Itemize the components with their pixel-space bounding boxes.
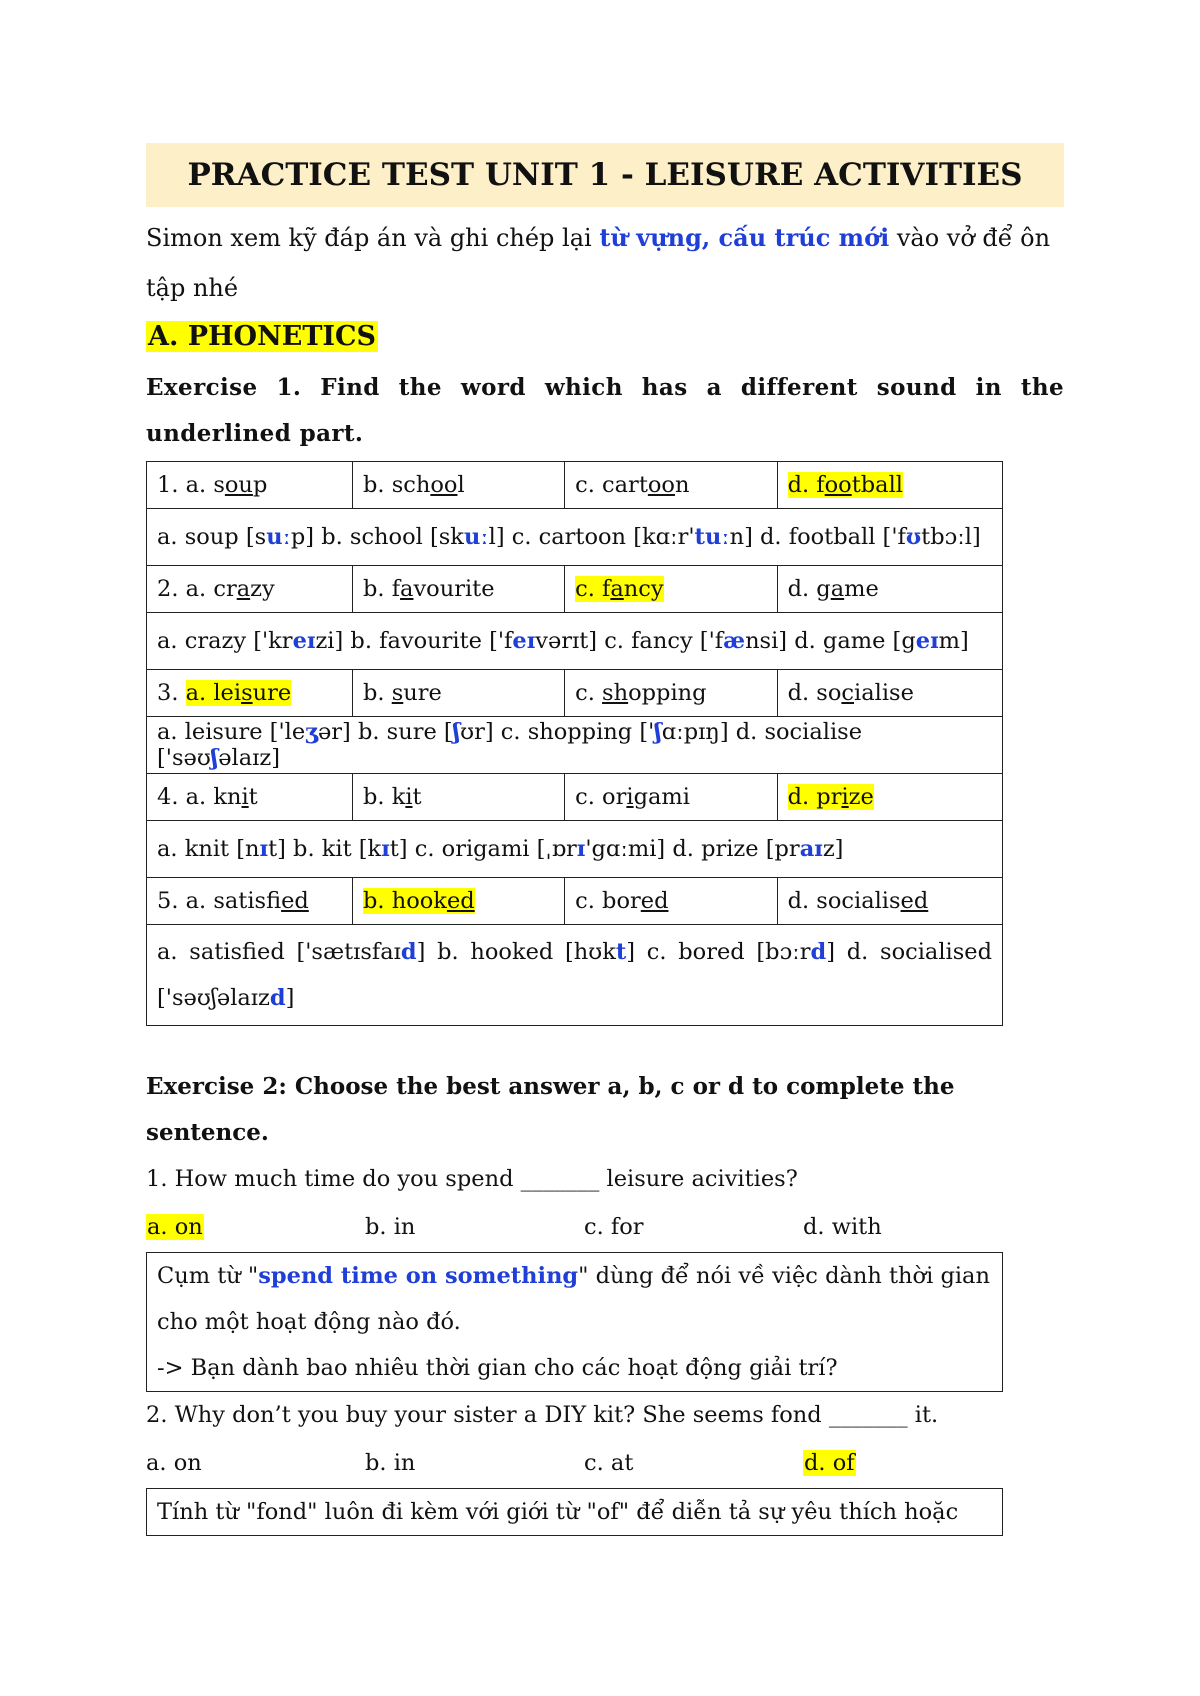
option-cell: 1. a. soup [147, 462, 353, 509]
transcription-cell: a. leisure ['leʒər] b. sure [ʃʊr] c. shopping ['ʃɑːpɪŋ] d. socialise ['səʊʃəlaɪz] [147, 717, 1003, 774]
document-content [146, 143, 1064, 1536]
table-row-transcription [147, 717, 1003, 774]
table-row-options [147, 878, 1003, 925]
option-cell: d. socialise [777, 670, 1002, 717]
option-cell-answer: d. football [777, 462, 1002, 509]
table-row-options [147, 462, 1003, 509]
table-row-options [147, 670, 1003, 717]
question-1-options [146, 1202, 1064, 1252]
option-cell: b. kit [353, 774, 565, 821]
option-cell: 5. a. satisfied [147, 878, 353, 925]
question-2: 2. Why don’t you buy your sister a DIY kit? She seems fond _______ it. [146, 1402, 939, 1428]
option-cell-answer: d. prize [777, 774, 1002, 821]
section-heading-phonetics: A. PHONETICS [148, 321, 377, 352]
option-cell: d. socialised [777, 878, 1002, 925]
option-cell: 4. a. knit [147, 774, 353, 821]
option-cell: c. shopping [565, 670, 777, 717]
answer-option: c. for [584, 1214, 644, 1240]
explanation-translation: -> Bạn dành bao nhiêu thời gian cho các hoạt động giải trí? [157, 1355, 838, 1381]
answer-option: c. at [584, 1450, 634, 1476]
table-row-transcription [147, 509, 1003, 566]
answer-option: d. with [803, 1214, 882, 1240]
explanation-text: Tính từ "fond" luôn đi kèm với giới từ "of" để diễn tả sự yêu thích hoặc [157, 1499, 959, 1525]
option-cell: d. game [777, 566, 1002, 613]
transcription-cell: a. satisfied ['sætɪsfaɪd] b. hooked [hʊkt] c. bored [bɔːrd] d. socialised ['səʊʃəlaɪzd] [147, 925, 1003, 1026]
page-title: PRACTICE TEST UNIT 1 - LEISURE ACTIVITIES [146, 143, 1064, 207]
explanation-text: Cụm từ "spend time on something" dùng để nói về việc dành thời gian cho một hoạt động nào đó. [157, 1263, 990, 1335]
option-cell-answer: c. fancy [565, 566, 777, 613]
exercise-2-title: Exercise 2: Choose the best answer a, b, c or d to complete the sentence. [146, 1073, 955, 1146]
explanation-box-2 [146, 1488, 1003, 1536]
intro-text-end: vào vở để ôn tập nhé [146, 224, 1051, 302]
table-row-options [147, 774, 1003, 821]
transcription-cell: a. crazy ['kreɪzi] b. favourite ['feɪvərɪt] c. fancy ['fænsi] d. game [geɪm] [147, 613, 1003, 670]
transcription-cell: a. knit [nɪt] b. kit [kɪt] c. origami [ˌɒrɪ'gɑːmi] d. prize [praɪz] [147, 821, 1003, 878]
table-row-options [147, 566, 1003, 613]
answer-option: a. on [146, 1450, 202, 1476]
intro-highlight: từ vựng, cấu trúc mới [599, 223, 890, 252]
option-cell: 2. a. crazy [147, 566, 353, 613]
option-cell: c. bored [565, 878, 777, 925]
answer-option: d. of [804, 1450, 855, 1476]
table-row-transcription [147, 613, 1003, 670]
intro-text-start: Simon xem kỹ đáp án và ghi chép lại [146, 224, 600, 252]
answer-option: b. in [365, 1450, 416, 1476]
option-cell-answer: 3. a. leisure [147, 670, 353, 717]
phonetics-table [146, 461, 1003, 1026]
table-row-transcription [147, 925, 1003, 1026]
exercise-1-title: Exercise 1. Find the word which has a different sound in the underlined part. [146, 374, 1064, 447]
table-row-transcription [147, 821, 1003, 878]
transcription-cell: a. soup [suːp] b. school [skuːl] c. cartoon [kɑːr'tuːn] d. football ['fʊtbɔːl] [147, 509, 1003, 566]
option-cell: c. origami [565, 774, 777, 821]
intro-paragraph [146, 213, 1064, 313]
answer-option: a. on [147, 1214, 203, 1240]
option-cell: b. school [353, 462, 565, 509]
question-2-options [146, 1438, 1064, 1488]
option-cell: b. favourite [353, 566, 565, 613]
explanation-box-1 [146, 1252, 1003, 1392]
option-cell-answer: b. hooked [353, 878, 565, 925]
option-cell: b. sure [353, 670, 565, 717]
question-1: 1. How much time do you spend _______ leisure acivities? [146, 1166, 798, 1192]
option-cell: c. cartoon [565, 462, 777, 509]
answer-option: b. in [365, 1214, 416, 1240]
